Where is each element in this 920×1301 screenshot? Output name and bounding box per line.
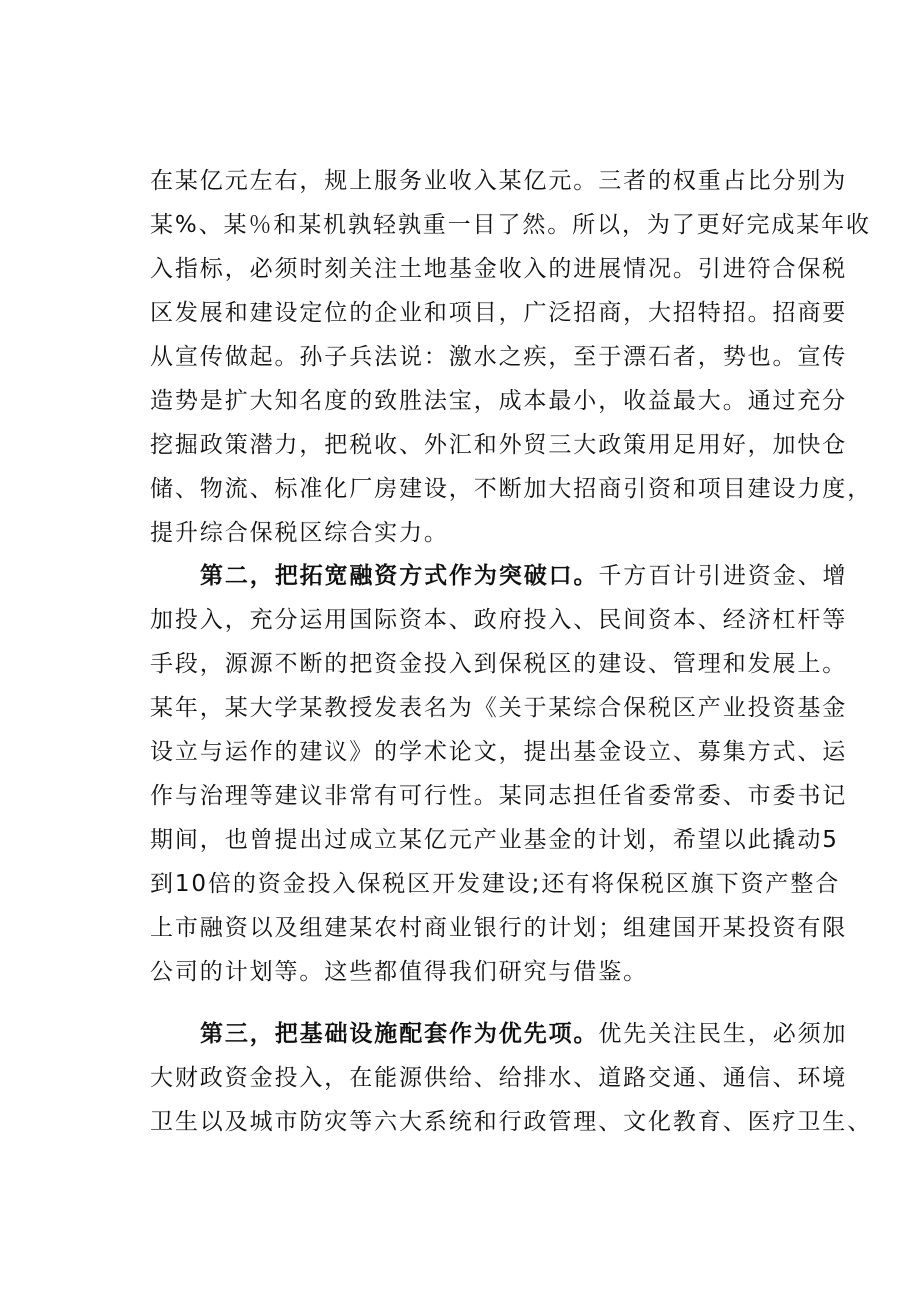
paragraph-3-line-2: 大财政资金投入，在能源供给、给排水、道路交通、通信、环境 [150,1065,848,1091]
paragraph-2-line-9: 上市融资以及组建某农村商业银行的计划；组建国开某投资有限 [150,915,848,941]
paragraph-2-line-7: 期间，也曾提出过成立某亿元产业基金的计划，希望以此撬动5 [150,827,839,853]
paragraph-2-line-8: 到10倍的资金投入保税区开发建设;还有将保税区旗下资产整合 [150,871,841,897]
paragraph-1-line-4: 区发展和建设定位的企业和项目，广泛招商，大招特招。招商要 [150,300,848,326]
paragraph-2-heading: 第二，把拓宽融资方式作为突破口。 [200,563,599,589]
paragraph-3-line-3: 卫生以及城市防灾等六大系统和行政管理、文化教育、医疗卫生、 [150,1109,873,1135]
paragraph-1-line-2: 某%、某％和某机孰轻孰重一目了然。所以，为了更好完成某年收 [150,212,871,238]
paragraph-3-line-1-text: 优先关注民生，必须加 [598,1021,848,1047]
paragraph-2-line-3: 手段，源源不断的把资金投入到保税区的建设、管理和发展上。 [150,651,848,677]
paragraph-2-line-2: 加投入，充分运用国际资本、政府投入、民间资本、经济杠杆等 [150,607,848,633]
paragraph-1-line-8: 储、物流、标准化厂房建设，不断加大招商引资和项目建设力度， [150,476,873,502]
paragraph-1-line-9: 提升综合保税区综合实力。 [150,520,449,546]
paragraph-1-line-5: 从宣传做起。孙子兵法说：激水之疾，至于漂石者，势也。宣传 [150,344,848,370]
paragraph-1-line-1: 在某亿元左右，规上服务业收入某亿元。三者的权重占比分别为 [150,168,848,194]
paragraph-2-line-4: 某年，某大学某教授发表名为《关于某综合保税区产业投资基金 [150,695,848,721]
paragraph-2-line-6: 作与治理等建议非常有可行性。某同志担任省委常委、市委书记 [150,783,848,809]
paragraph-1-line-3: 入指标，必须时刻关注土地基金收入的进展情况。引进符合保税 [150,256,848,282]
paragraph-1-line-6: 造势是扩大知名度的致胜法宝，成本最小，收益最大。通过充分 [150,388,848,414]
paragraph-2-line-1-text: 千方百计引进资金、增 [598,563,848,589]
paragraph-2-line-5: 设立与运作的建议》的学术论文，提出基金设立、募集方式、运 [150,739,848,765]
paragraph-1-line-7: 挖掘政策潜力，把税收、外汇和外贸三大政策用足用好，加快仓 [150,432,848,458]
paragraph-3-line-1 [200,1019,847,1049]
paragraph-2-line-10: 公司的计划等。这些都值得我们研究与借鉴。 [150,959,648,985]
paragraph-3-heading: 第三，把基础设施配套作为优先项。 [200,1021,599,1047]
paragraph-2-line-1 [200,561,847,591]
